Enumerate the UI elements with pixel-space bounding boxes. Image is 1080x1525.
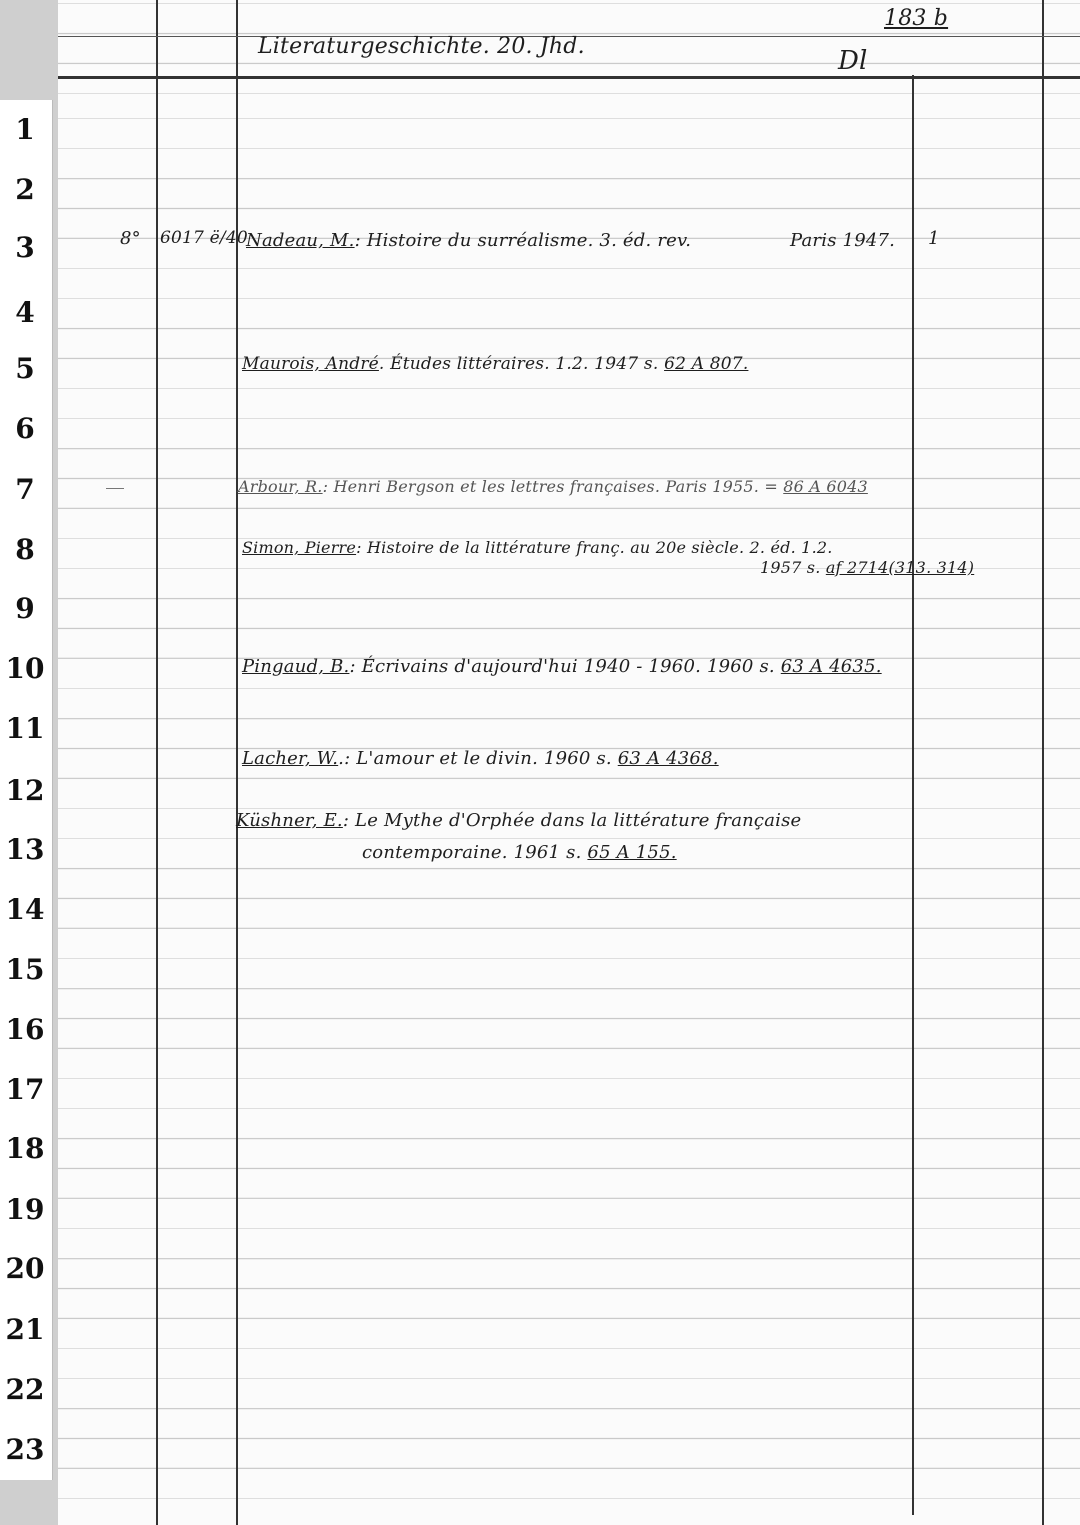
ledger-page: [58, 0, 1080, 1525]
entry-author: Küshner, E.: [236, 810, 343, 831]
row-number: 7: [15, 473, 35, 506]
column-rule: [912, 75, 914, 1515]
row-number: 6: [15, 412, 35, 445]
entry-shelfmark: 6017 ë/40: [160, 228, 248, 248]
row-number: 15: [5, 953, 45, 986]
row-number: 10: [5, 652, 45, 685]
entry-author: Arbour, R.: [238, 477, 323, 496]
row-number: 20: [5, 1252, 45, 1285]
entry-title: : Histoire de la littérature franç. au 20e siècle. 2. éd. 1.2.: [356, 538, 833, 557]
row-number: 3: [15, 231, 35, 264]
row-number: 9: [15, 592, 35, 625]
entry-title: . Études littéraires. 1.2. 1947 s.: [378, 354, 659, 374]
entry-line: [242, 656, 882, 677]
column-rule: [156, 0, 158, 1525]
entry-line: [242, 538, 833, 557]
row-number: 4: [15, 296, 35, 329]
row-number: 17: [5, 1073, 45, 1106]
entry-signature: 86 A 6043: [783, 477, 868, 496]
row-number: 22: [5, 1373, 45, 1406]
entry-author: Lacher, W.: [242, 748, 339, 769]
entry-title: : Henri Bergson et les lettres françaises. Paris 1955. =: [322, 477, 778, 496]
row-number: 5: [15, 352, 35, 385]
column-rule: [1042, 0, 1044, 1525]
entry-title: : Le Mythe d'Orphée dans la littérature française: [342, 810, 802, 831]
entry-author: Maurois, André: [242, 354, 379, 374]
margin-mark: [106, 488, 124, 489]
row-number: 14: [5, 893, 45, 926]
entry-signature: 63 A 4368.: [617, 748, 719, 769]
entry-author: Nadeau, M.: [246, 230, 355, 251]
entry-year: 1957 s.: [760, 558, 821, 577]
row-index-strip: [0, 0, 58, 1525]
row-number: 12: [5, 774, 45, 807]
row-number: 21: [5, 1313, 45, 1346]
entry-title: : Écrivains d'aujourd'hui 1940 - 1960. 1960 s.: [349, 656, 775, 677]
row-number: 18: [5, 1132, 45, 1165]
header-rule: [58, 76, 1080, 79]
entry-place: Paris 1947.: [790, 230, 896, 251]
row-number: 23: [5, 1433, 45, 1466]
entry-count: 1: [928, 228, 940, 249]
subject-heading: Literaturgeschichte. 20. Jhd.: [258, 34, 585, 59]
entry-line: [236, 810, 801, 831]
entry-line: [238, 477, 868, 496]
entry-line-2: [362, 842, 677, 863]
entry-line: [242, 354, 748, 374]
row-number: 13: [5, 833, 45, 866]
row-number: 8: [15, 533, 35, 566]
row-number: 11: [5, 712, 45, 745]
entry-signature: 65 A 155.: [587, 842, 677, 863]
entry-signature: 63 A 4635.: [780, 656, 882, 677]
entry-line-2: [760, 558, 974, 577]
entry-format: 8°: [120, 228, 141, 249]
entry-title: : Histoire du surréalisme. 3. éd. rev.: [354, 230, 692, 251]
row-number: 19: [5, 1193, 45, 1226]
entry-signature: 62 A 807.: [664, 354, 749, 374]
section-code: Dl: [838, 46, 868, 76]
entry-line: [242, 748, 719, 769]
entry-title-cont: contemporaine. 1961 s.: [362, 842, 582, 863]
row-number: 1: [15, 113, 35, 146]
entry-signature: af 2714: [825, 558, 889, 577]
page-number: 183 b: [884, 6, 949, 31]
entry-author: Pingaud, B.: [242, 656, 350, 677]
entry-extra: (313. 314): [888, 558, 975, 577]
row-number: 16: [5, 1013, 45, 1046]
entry-author: Simon, Pierre: [242, 538, 357, 557]
entry-title: .: L'amour et le divin. 1960 s.: [338, 748, 612, 769]
entry-line: [246, 230, 691, 251]
row-number: 2: [15, 173, 35, 206]
